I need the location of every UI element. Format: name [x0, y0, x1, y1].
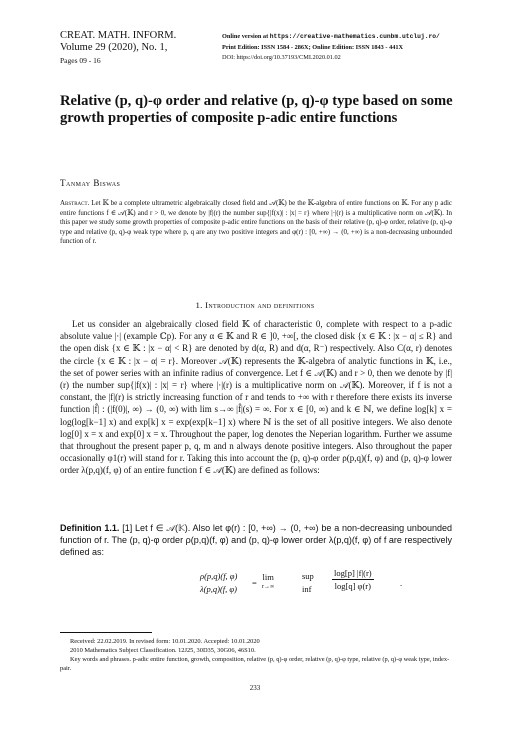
- online-url-link[interactable]: https://creative-mathematics.cunbm.utcluj.ro/: [269, 33, 440, 40]
- journal-name: CREAT. MATH. INFORM.: [60, 30, 177, 41]
- abstract-label: Abstract.: [60, 199, 90, 207]
- intro-body: [60, 318, 452, 477]
- author-name: Tanmay Biswas: [60, 178, 121, 188]
- online-version-line: [222, 32, 502, 43]
- abstract: [60, 199, 452, 247]
- abstract-text: Let 𝕂 be a complete ultrametric algebraically closed field and 𝒜(𝕂) be the 𝕂-algebra of entire functions on 𝕂. For any p adic entire functions f ∈ 𝒜(𝕂) and r > 0, we denote by |f|(r) the number sup{|f(x)| : |x| = r} where |·|(r) is a multiplicative norm on 𝒜(𝕂). In this paper we study some growth properties of composite p-adic entire functions on the basis of their relative (p, q)-φ order, relative (p, q)-φ type and relative (p, q)-φ weak type where p, q are any two positive integers and φ(r) : [0, +∞) → (0, +∞) is a non-decreasing unbounded function of r.: [60, 199, 452, 246]
- footnote-rule: [60, 632, 152, 633]
- definition-1-1: [60, 522, 452, 559]
- formula-equals: =: [252, 578, 257, 588]
- definition-label: Definition 1.1.: [60, 523, 120, 533]
- section-heading: 1. Introduction and definitions: [195, 300, 315, 310]
- formula-denominator: log[q] φ(r): [334, 581, 371, 591]
- keywords: Key words and phrases. p-adic entire function, growth, composition, relative (p, q)-φ order, relative (p, q)-φ type, relative (p, q)-φ weak type, index-pair.: [60, 656, 450, 672]
- doi-link[interactable]: DOI: https://doi.org/10.37193/CMI.2020.01.02: [222, 54, 341, 61]
- journal-header: [60, 30, 220, 67]
- order-formula: [200, 568, 420, 614]
- publication-info: [222, 32, 502, 64]
- formula-fraction: [332, 568, 374, 591]
- formula-period: .: [400, 578, 403, 588]
- volume-line: Volume 29 (2020), No. 1,: [60, 42, 168, 53]
- footnotes: [60, 637, 452, 673]
- formula-numerator: log[p] |f|(r): [334, 568, 372, 578]
- formula-lhs: ρ(p,q)(f, φ) λ(p,q)(f, φ): [200, 571, 238, 594]
- formula-sup-inf: sup inf: [302, 571, 314, 594]
- issn-line: Print Edition: ISSN 1584 - 286X; Online Edition: ISSN 1843 - 441X: [222, 43, 404, 51]
- page-range: Pages 09 - 16: [60, 56, 101, 65]
- online-label: Online version at: [222, 33, 269, 40]
- intro-paragraph: Let us consider an algebraically closed field 𝕂 of characteristic 0, complete with respect to a p-adic absolute value |·| (example ℂp). For any α ∈ 𝕂 and R ∈ ]0, +∞[, the closed disk {x ∈ 𝕂 : |x − α| ≤ R} and the open disk {x ∈ 𝕂 : |x − α| < R} are denoted by d(α, R) and d(α, R⁻) respectively. Also C(α, r) denotes the circle {x ∈ 𝕂 : |x − α| = r}. Moreover 𝒜(𝕂) represents the 𝕂-algebra of analytic functions in 𝕂, i.e., the set of power series with an infinite radius of convergence. Let f ∈ 𝒜(𝕂) and r > 0, then we denote by |f|(r) the number sup{|f(x)| : |x| = r} where |·|(r) is a multiplicative norm on 𝒜(𝕂). Moreover, if f is not a constant, the |f|(r) is strictly increasing function of r and tends to +∞ with r therefore there exists its inverse function |f̂| : (|f(0)|, ∞) → (0, ∞) with lim s→∞ |f̂|(s) = ∞. For x ∈ [0, ∞) and k ∈ ℕ, we define log[k] x = log(log[k−1] x) and exp[k] x = exp(exp[k−1] x) where ℕ is the set of all positive integers. We also denote log[0] x = x and exp[0] x = x. Throughout the paper, log denotes the Neperian logarithm. Further we assume that throughout the present paper p, q, m and n always denote positive integers. Also throughout the paper occasionally φ1(r) will stand for r. Taking this into account the (p, q)-φ order ρ(p,q)(f, φ) and (p, q)-φ lower order λ(p,q)(f, φ) of an entire function f ∈ 𝒜(𝕂) are defined as follows:: [60, 319, 452, 476]
- received-dates: Received: 22.02.2019. In revised form: 10.01.2020. Accepted: 10.01.2020: [70, 638, 260, 645]
- definition-text: [1] Let f ∈ 𝒜(𝕂). Also let φ(r) : [0, +∞) → (0, +∞) be a non-decreasing unbounded function of r. The (p, q)-φ order ρ(p,q)(f, φ) and (p, q)-φ lower order λ(p,q)(f, φ) of f are respectively defined as:: [60, 523, 452, 558]
- msc-classification: 2010 Mathematics Subject Classification. 12J25, 30D35, 30G06, 46S10.: [70, 647, 256, 654]
- formula-limit: lim r→∞: [262, 572, 275, 590]
- paper-title: Relative (p, q)-φ order and relative (p, q)-φ type based on some growth properties of composite p-adic entire functions: [60, 93, 453, 126]
- page-number: 233: [249, 684, 261, 692]
